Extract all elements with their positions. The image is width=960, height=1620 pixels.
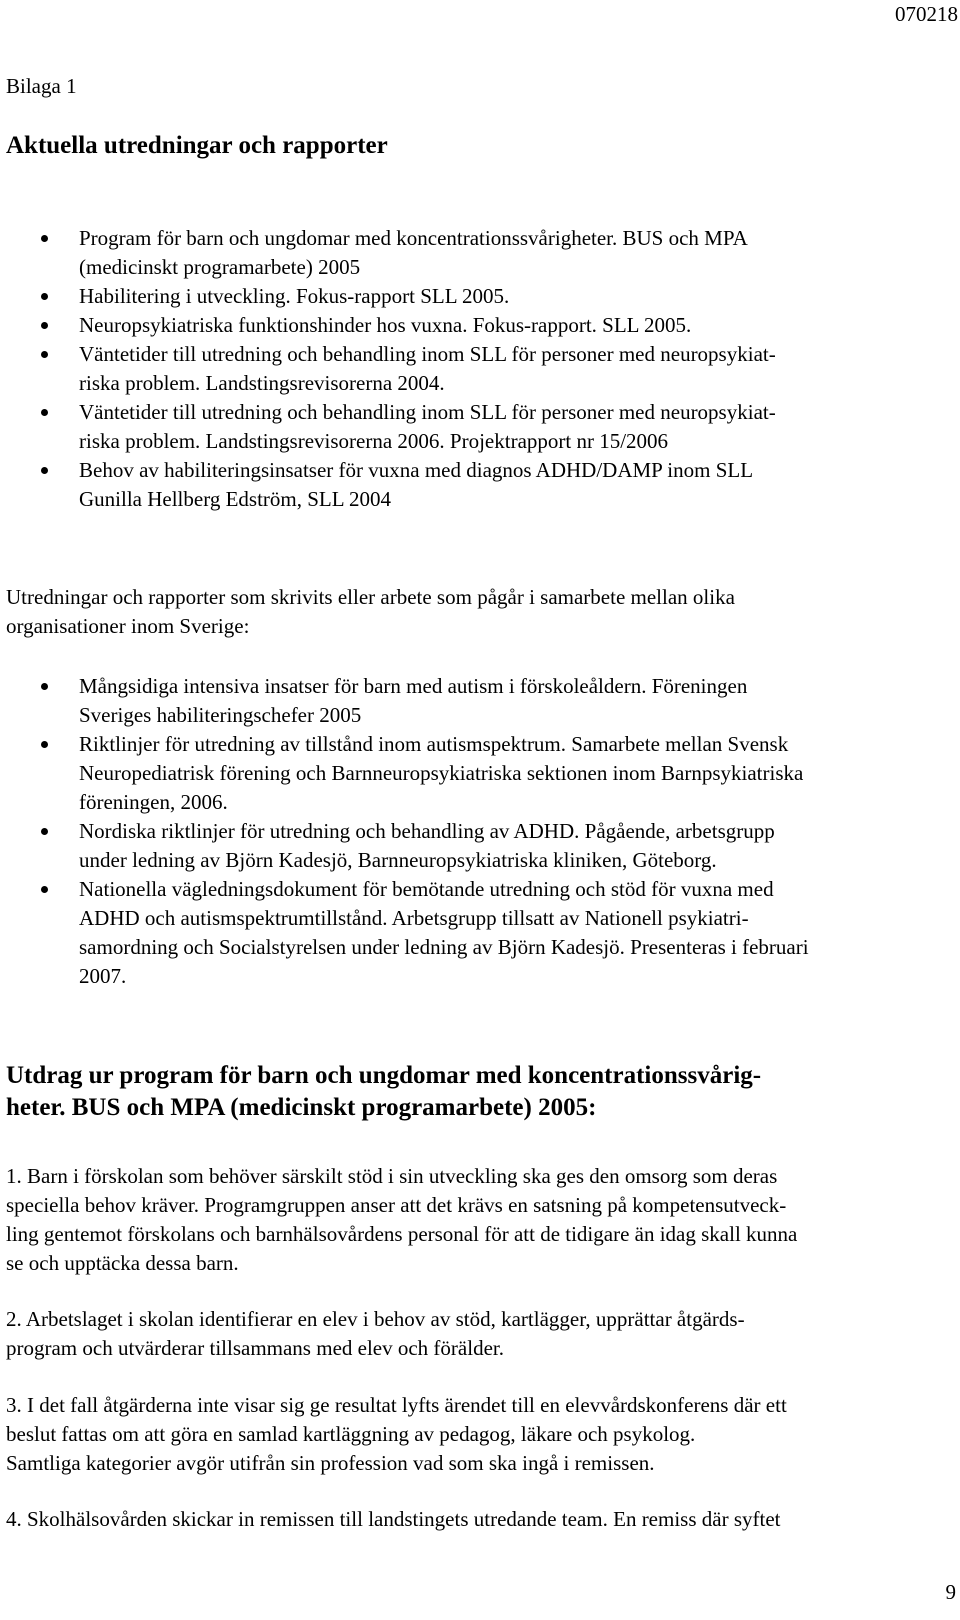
list-item: Väntetider till utredning och behandling inom SLL för personer med neuropsykiat- riska problem. Landstingsrevisorerna 2004. bbox=[0, 340, 930, 398]
excerpt-paragraph-4: 4. Skolhälsovården skickar in remissen till landstingets utredande team. En remiss där syftet bbox=[6, 1507, 781, 1531]
excerpt-paragraph-1: 1. Barn i förskolan som behöver särskilt stöd i sin utveckling ska ges den omsorg som deras speciella behov kräver. Programgruppen anser att det krävs en satsning på kompetensutveck- ling gentemot förskolans och barnhälsovårdens personal för att de tidigare än idag skall kunna se och upptäcka dessa barn. bbox=[6, 1164, 798, 1275]
document-number: 070218 bbox=[895, 2, 958, 26]
list-item: Program för barn och ungdomar med koncentrationssvårigheter. BUS och MPA (medicinskt programarbete) 2005 bbox=[0, 224, 930, 282]
list-item: Riktlinjer för utredning av tillstånd inom autismspektrum. Samarbete mellan Svensk Neuropediatrisk förening och Barnneuropsykiatriska sektionen inom Barnpsykiatriska föreningen, 2006. bbox=[0, 730, 930, 817]
list-item: Mångsidiga intensiva insatser för barn med autism i förskoleåldern. Föreningen Sveriges habiliteringschefer 2005 bbox=[0, 672, 930, 730]
page-number: 9 bbox=[945, 1580, 956, 1604]
list-item: Neuropsykiatriska funktionshinder hos vuxna. Fokus-rapport. SLL 2005. bbox=[0, 311, 930, 340]
appendix-label: Bilaga 1 bbox=[6, 74, 77, 98]
section-heading-reports: Aktuella utredningar och rapporter bbox=[6, 132, 388, 159]
list-item: Väntetider till utredning och behandling inom SLL för personer med neuropsykiat- riska problem. Landstingsrevisorerna 2006. Projektrapport nr 15/2006 bbox=[0, 398, 930, 456]
list-item: Nationella vägledningsdokument för bemötande utredning och stöd för vuxna med ADHD och autismspektrumtillstånd. Arbetsgrupp tillsatt av Nationell psykiatri- samordning och Socialstyrelsen under ledning av Björn Kadesjö. Presenteras i februari 2007. bbox=[0, 875, 930, 991]
collaboration-list bbox=[0, 672, 930, 991]
list-item: Habilitering i utveckling. Fokus-rapport SLL 2005. bbox=[0, 282, 930, 311]
excerpt-paragraph-3: 3. I det fall åtgärderna inte visar sig ge resultat lyfts ärendet till en elevvårdskonferens där ett beslut fattas om att göra en samlad kartläggning av pedagog, läkare och psykolog. Samtliga kategorier avgör utifrån sin profession vad som ska ingå i remissen. bbox=[6, 1393, 787, 1475]
list-item: Behov av habiliteringsinsatser för vuxna med diagnos ADHD/DAMP inom SLL Gunilla Hellberg Edström, SLL 2004 bbox=[0, 456, 930, 514]
excerpt-paragraph-2: 2. Arbetslaget i skolan identifierar en elev i behov av stöd, kartlägger, upprättar åtgärds- program och utvärderar tillsammans med elev och förälder. bbox=[6, 1307, 745, 1360]
collaboration-intro: Utredningar och rapporter som skrivits eller arbete som pågår i samarbete mellan olika organisationer inom Sverige: bbox=[6, 585, 735, 638]
reports-list bbox=[0, 224, 930, 514]
section-heading-excerpt: Utdrag ur program för barn och ungdomar med koncentrationssvårig- heter. BUS och MPA (medicinskt programarbete) 2005: bbox=[6, 1062, 762, 1121]
list-item: Nordiska riktlinjer för utredning och behandling av ADHD. Pågående, arbetsgrupp under ledning av Björn Kadesjö, Barnneuropsykiatriska kliniken, Göteborg. bbox=[0, 817, 930, 875]
